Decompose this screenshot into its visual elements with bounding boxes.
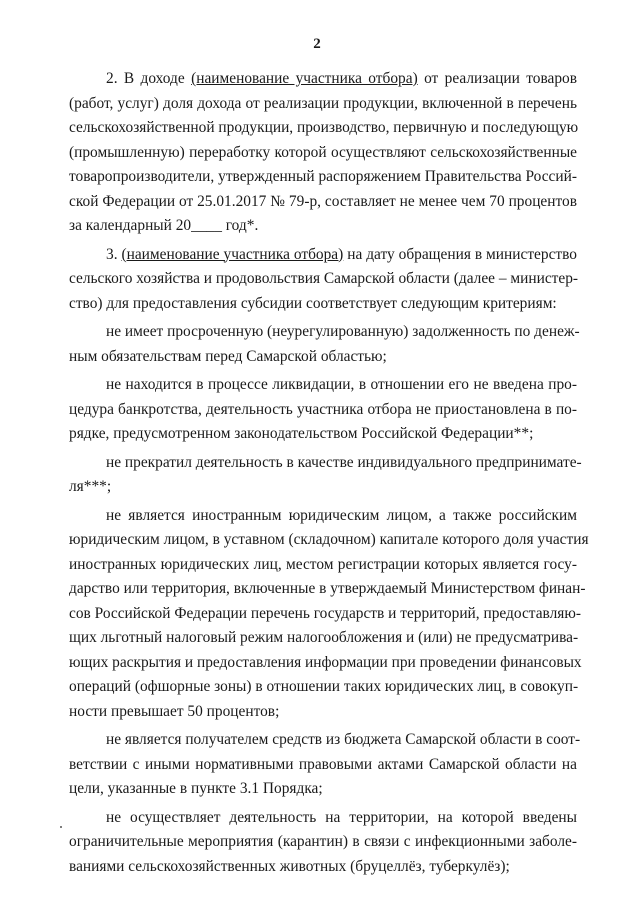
text-line-c3-l1 xyxy=(69,451,582,476)
scan-speck xyxy=(60,826,62,828)
text-line-c4-l5 xyxy=(69,602,581,627)
text-run: сельскохозяйственной продукции, производство, первичную и последующую xyxy=(69,119,579,136)
text-run: на дату обращения в министерство xyxy=(343,245,578,263)
text-run: не является иностранным юридическим лицом, а также российским xyxy=(106,506,577,524)
text-run: иностранных юридических лиц, местом регистрации которых является госу- xyxy=(69,555,577,573)
text-run: ветствии с иными нормативными правовыми актами Самарской области на xyxy=(69,755,577,773)
text-run: цедура банкротства, деятельность участника отбора не приостановлена в по- xyxy=(69,400,577,418)
text-line-c4-l7 xyxy=(69,651,582,676)
text-run: операций (офшорные зоны) в отношении таких юридических лиц, в совокуп- xyxy=(69,678,579,695)
text-line-c2-l3 xyxy=(69,422,577,447)
text-line-c6-l2 xyxy=(69,830,577,855)
document-body xyxy=(69,67,589,879)
text-run: юридическим лицом, в уставном (складочном) капитале которого доля участия xyxy=(69,531,589,548)
placeholder-participant-name: (наименование участника отбора) xyxy=(191,70,418,87)
text-line-c5-l2 xyxy=(69,753,577,778)
text-line-c3-l2 xyxy=(69,475,577,500)
page-number: 2 xyxy=(313,36,321,52)
text-run: ваниями сельскохозяйственных животных (бруцеллёз, туберкулёз); xyxy=(69,857,510,875)
text-line-c2-l2 xyxy=(69,398,577,423)
text-line-c4-l9 xyxy=(69,700,577,725)
text-line-c4-l6 xyxy=(69,626,577,651)
text-run: рядке, предусмотренном законодательством Российской Федерации**; xyxy=(69,425,534,442)
text-line-p3-l2 xyxy=(69,267,577,292)
text-line-p2-l4 xyxy=(69,141,577,166)
text-line-p2-l1 xyxy=(69,67,577,92)
placeholder-participant-name: (наименование участника отбора) xyxy=(121,245,344,263)
text-run: товаропроизводители, утвержденный распоряжением Правительства Россий- xyxy=(69,168,577,185)
text-run: щих льготный налоговый режим налогообложения и (или) не предусматрива- xyxy=(69,629,579,646)
text-run: за календарный 20____ год*. xyxy=(69,217,259,234)
text-line-c4-l2 xyxy=(69,528,589,553)
text-run: дарство или территория, включенные в утверждаемый Министерством финан- xyxy=(69,580,586,597)
text-line-p2-l7 xyxy=(69,214,577,239)
text-line-p2-l3 xyxy=(69,116,577,141)
text-line-p2-l2 xyxy=(69,92,577,117)
text-line-p3-l1 xyxy=(69,243,577,268)
text-run: ным обязательствам перед Самарской областью; xyxy=(69,347,387,365)
text-line-c1-l1 xyxy=(69,320,580,345)
text-run: не прекратил деятельность в качестве индивидуального предпринимате- xyxy=(106,453,582,471)
text-line-c4-l4 xyxy=(69,577,586,602)
text-line-p2-l5 xyxy=(69,165,577,190)
text-line-c4-l1 xyxy=(69,504,577,529)
text-line-c5-l3 xyxy=(69,777,577,802)
text-run: ля***; xyxy=(69,478,112,495)
text-line-c6-l1 xyxy=(69,806,577,831)
text-run: 3. xyxy=(106,245,122,263)
text-run: (промышленную) переработку которой осуществляют сельскохозяйственные xyxy=(69,143,577,161)
text-run: ности превышает 50 процентов; xyxy=(69,702,280,720)
text-line-p2-l6 xyxy=(69,190,577,215)
text-run: ство) для предоставления субсидии соответствует следующим критериям: xyxy=(69,294,557,312)
text-run: не имеет просроченную (неурегулированную) задолженность по денеж- xyxy=(106,323,580,340)
text-line-c5-l1 xyxy=(69,728,581,753)
text-run: (работ, услуг) доля дохода от реализации продукции, включенной в перечень xyxy=(69,94,577,112)
text-line-c4-l8 xyxy=(69,675,577,700)
text-run: не находится в процессе ликвидации, в отношении его не введена про- xyxy=(106,376,577,393)
text-run: сельского хозяйства и продовольствия Самарской области (далее – министер- xyxy=(69,270,579,287)
text-line-c6-l3 xyxy=(69,855,577,880)
text-line-c4-l3 xyxy=(69,553,577,578)
text-line-c2-l1 xyxy=(69,373,577,398)
text-run: не является получателем средств из бюджета Самарской области в соот- xyxy=(106,731,581,748)
text-run: 2. В доходе xyxy=(106,70,192,87)
text-run: ограничительные мероприятия (карантин) в связи с инфекционными заболе- xyxy=(69,833,577,850)
text-run: не осуществляет деятельность на территории, на которой введены xyxy=(106,808,577,826)
text-line-c1-l2 xyxy=(69,345,577,370)
text-run: ской Федерации от 25.01.2017 № 79-р, составляет не менее чем 70 процентов xyxy=(69,192,577,210)
text-line-p3-l3 xyxy=(69,292,577,317)
text-run: цели, указанные в пункте 3.1 Порядка; xyxy=(69,780,323,797)
text-run: ющих раскрытия и предоставления информации при проведении финансовых xyxy=(69,653,582,671)
text-run: от реализации товаров xyxy=(417,70,577,87)
text-run: сов Российской Федерации перечень государств и территорий, предоставляю- xyxy=(69,604,581,622)
